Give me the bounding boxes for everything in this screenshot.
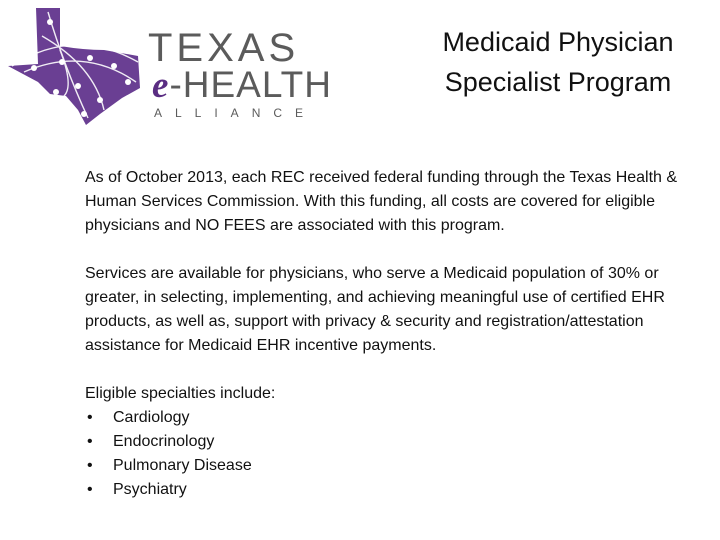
body-content	[85, 166, 690, 502]
funding-paragraph: As of October 2013, each REC received federal funding through the Texas Health & Human Services Commission. With this funding, all costs are covered for eligible physicians and NO FEES are associated with this program.	[85, 169, 678, 234]
page-title-line-1: Medicaid Physician	[442, 27, 674, 57]
logo-text-e: e	[152, 65, 170, 106]
logo-text-health-rest: -HEALTH	[169, 64, 332, 105]
logo-text-texas: TEXAS	[148, 26, 300, 70]
list-item: • Cardiology	[85, 406, 690, 430]
logo-text-health	[152, 66, 332, 104]
page-title-line-2: Specialist Program	[444, 67, 672, 97]
list-item: • Endocrinology	[85, 430, 690, 454]
list-item: • Pulmonary Disease	[85, 454, 690, 478]
texas-map-icon	[4, 6, 149, 126]
specialties-heading: Eligible specialties include:	[85, 385, 276, 402]
texas-ehealth-alliance-logo	[4, 6, 334, 126]
page-title	[408, 22, 708, 102]
logo-text-alliance: ALLIANCE	[154, 106, 317, 120]
specialties-list	[85, 406, 690, 502]
services-paragraph: Services are available for physicians, who serve a Medicaid population of 30% or greater, in selecting, implementing, and achieving meaningful use of certified EHR products, as well as, support with privacy & security and registration/attestation assistance for Medicaid EHR incentive payments.	[85, 265, 665, 354]
list-item: • Psychiatry	[85, 478, 690, 502]
